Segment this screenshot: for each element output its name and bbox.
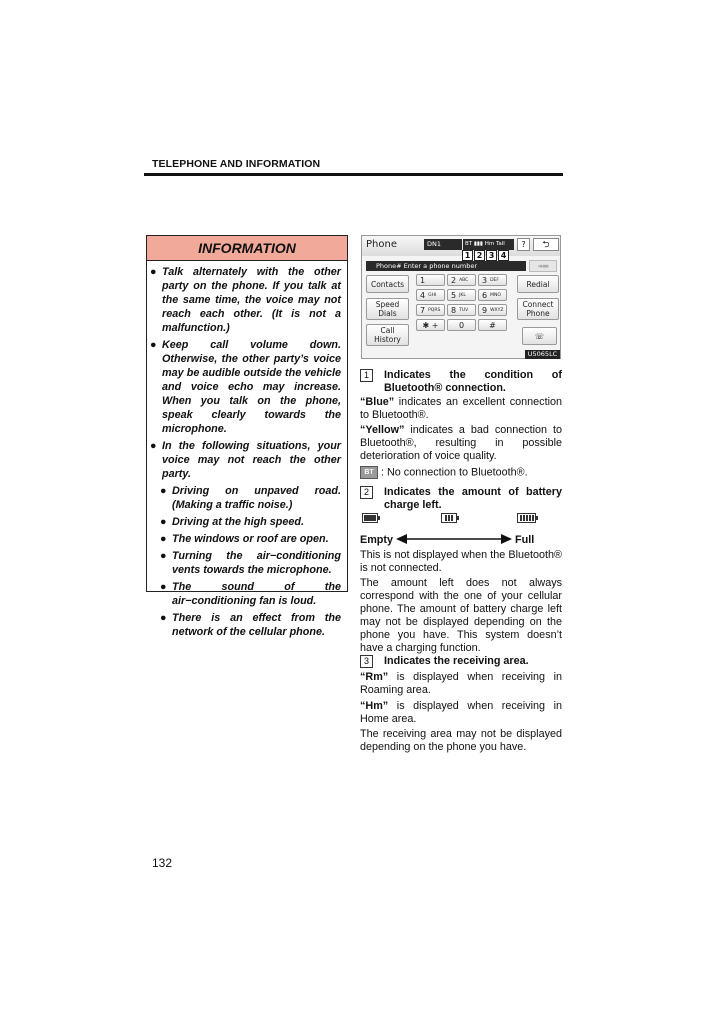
info-item-text: In the following situations, your voice may not reach the other party. xyxy=(162,440,341,480)
information-body xyxy=(147,261,347,639)
info-subitem xyxy=(150,549,341,577)
battery-empty-icon xyxy=(362,513,378,523)
info-item-text: Keep call volume down. Otherwise, the other party’s voice may be audible outside the vehicle and voice echo may increase. When you talk on the phone, speak clearly towards the microphone. xyxy=(162,339,341,435)
heading-text: Indicates the receiving area. xyxy=(384,655,529,667)
paragraph-roaming xyxy=(360,671,562,697)
contacts-button[interactable]: Contacts xyxy=(366,275,409,293)
label-empty: Empty xyxy=(360,534,393,546)
number-box: 2 xyxy=(360,486,373,499)
information-box xyxy=(146,235,348,638)
keypad-key[interactable]: 4 GHI xyxy=(416,289,445,301)
callout-1: 1 xyxy=(462,250,473,261)
keypad-key[interactable]: 6 MNO xyxy=(478,289,507,301)
page-number: 132 xyxy=(152,856,173,870)
term-hm: “Hm” xyxy=(360,700,389,712)
phone-screen-figure xyxy=(361,235,561,359)
section-3-heading xyxy=(360,655,562,668)
number-box: 1 xyxy=(360,369,373,382)
text-hm: is displayed when receiving in Home area. xyxy=(360,700,562,725)
info-subitem-text: Driving at the high speed. xyxy=(172,516,304,528)
bullet-icon: ● xyxy=(160,485,167,497)
paragraph-battery-2: The amount left does not always correspond with the one of your cellular phone. The amount of battery charge left may not be displayed depending on the phone you have. This system doesn’t have a charging function. xyxy=(360,577,562,654)
help-button[interactable]: ? xyxy=(517,238,530,251)
paragraph-battery-1: This is not displayed when the Bluetooth® is not connected. xyxy=(360,549,562,574)
heading-text: Indicates the amount of battery charge left. xyxy=(384,486,562,511)
call-button[interactable] xyxy=(522,327,557,345)
number-box: 3 xyxy=(360,655,373,668)
bluetooth-status-icon: BT xyxy=(360,466,378,479)
keypad-key[interactable]: 3 DEF xyxy=(478,274,507,286)
text-yellow: indicates a bad connection to Bluetooth®, resulting in possible deterioration of voice quality. xyxy=(360,424,562,462)
bullet-icon: ● xyxy=(160,612,167,624)
battery-full-icon xyxy=(517,513,536,523)
info-subitem-text: There is an effect from the network of the cellular phone. xyxy=(172,612,341,638)
info-subitem xyxy=(150,532,341,546)
paragraph-no-connection xyxy=(360,466,562,479)
label-full: Full xyxy=(515,534,535,546)
paragraph-receiving-area: The receiving area may not be displayed depending on the phone you have. xyxy=(360,728,562,753)
info-subitem-text: Turning the air−conditioning vents towards the microphone. xyxy=(172,550,341,576)
back-button[interactable]: ⮌ xyxy=(533,238,559,251)
information-heading: INFORMATION xyxy=(147,236,347,261)
bullet-icon: ● xyxy=(150,266,157,278)
section-1-heading xyxy=(360,369,562,395)
info-subitem xyxy=(150,580,341,608)
indicator-callouts xyxy=(462,250,510,261)
bullet-icon: ● xyxy=(160,581,167,593)
keypad-key[interactable]: 0 xyxy=(447,319,476,331)
speed-dials-button[interactable]: Speed Dials xyxy=(366,298,409,320)
call-history-button[interactable]: Call History xyxy=(366,324,409,346)
figure-code: U5065LC xyxy=(525,350,560,359)
delete-button[interactable]: ◄▬ xyxy=(529,260,557,272)
bullet-icon: ● xyxy=(150,440,157,452)
bullet-icon: ● xyxy=(150,339,157,351)
info-subitem-text: The windows or roof are open. xyxy=(172,533,329,545)
keypad-key[interactable]: 8 TUV xyxy=(447,304,476,316)
keypad-key[interactable]: # xyxy=(478,319,507,331)
device-name: DN1 xyxy=(424,239,462,250)
battery-half-icon xyxy=(441,513,457,523)
keypad-key[interactable]: 9 WXYZ xyxy=(478,304,507,316)
info-item-text: Talk alternately with the other party on the phone. If you talk at the same time, the voice may not reach each other. (It is not a malfunction.) xyxy=(162,266,341,334)
section-2-heading xyxy=(360,486,562,512)
info-item xyxy=(150,265,341,335)
heading-text: Indicates the condition of Bluetooth® connection. xyxy=(384,369,562,394)
bullet-icon: ● xyxy=(160,533,167,545)
callout-2: 2 xyxy=(474,250,485,261)
header-rule xyxy=(144,173,563,176)
term-blue: “Blue” xyxy=(360,396,395,408)
keypad-key[interactable]: 5 JKL xyxy=(447,289,476,301)
info-subitem-text: Driving on unpaved road. (Making a traffic noise.) xyxy=(172,485,341,511)
keypad-key[interactable]: 1 xyxy=(416,274,445,286)
keypad-key[interactable]: 7 PQRS xyxy=(416,304,445,316)
text-blue: indicates an excellent connection to Bluetooth®. xyxy=(360,396,562,421)
keypad-key[interactable]: 2 ABC xyxy=(447,274,476,286)
text-no-connection: : No connection to Bluetooth®. xyxy=(381,466,528,479)
text-rm: is displayed when receiving in Roaming area. xyxy=(360,671,562,696)
callout-4: 4 xyxy=(498,250,509,261)
info-subitem xyxy=(150,611,341,639)
callout-3: 3 xyxy=(486,250,497,261)
status-indicators: BT ▮▮▮ Hm Tall xyxy=(463,239,514,250)
info-subitem-text: The sound of the air−conditioning fan is loud. xyxy=(172,581,341,607)
paragraph-home xyxy=(360,700,562,726)
paragraph-yellow xyxy=(360,424,562,463)
keypad-key[interactable]: ✱ + xyxy=(416,319,445,331)
bullet-icon: ● xyxy=(160,550,167,562)
phone-title: Phone xyxy=(366,239,397,250)
double-arrow-icon xyxy=(396,533,512,545)
term-yellow: “Yellow” xyxy=(360,424,405,436)
info-item xyxy=(150,439,341,481)
page-header-title: TELEPHONE AND INFORMATION xyxy=(152,158,321,170)
redial-button[interactable]: Redial xyxy=(517,275,559,293)
phone-number-field[interactable]: Phone# Enter a phone number xyxy=(366,261,526,271)
info-subitem xyxy=(150,515,341,529)
info-item xyxy=(150,338,341,436)
bullet-icon: ● xyxy=(160,516,167,528)
term-rm: “Rm” xyxy=(360,671,389,683)
info-subitem xyxy=(150,484,341,512)
paragraph-blue xyxy=(360,396,562,422)
handset-icon: ☏ xyxy=(534,331,545,341)
connect-phone-button[interactable]: Connect Phone xyxy=(517,298,559,320)
